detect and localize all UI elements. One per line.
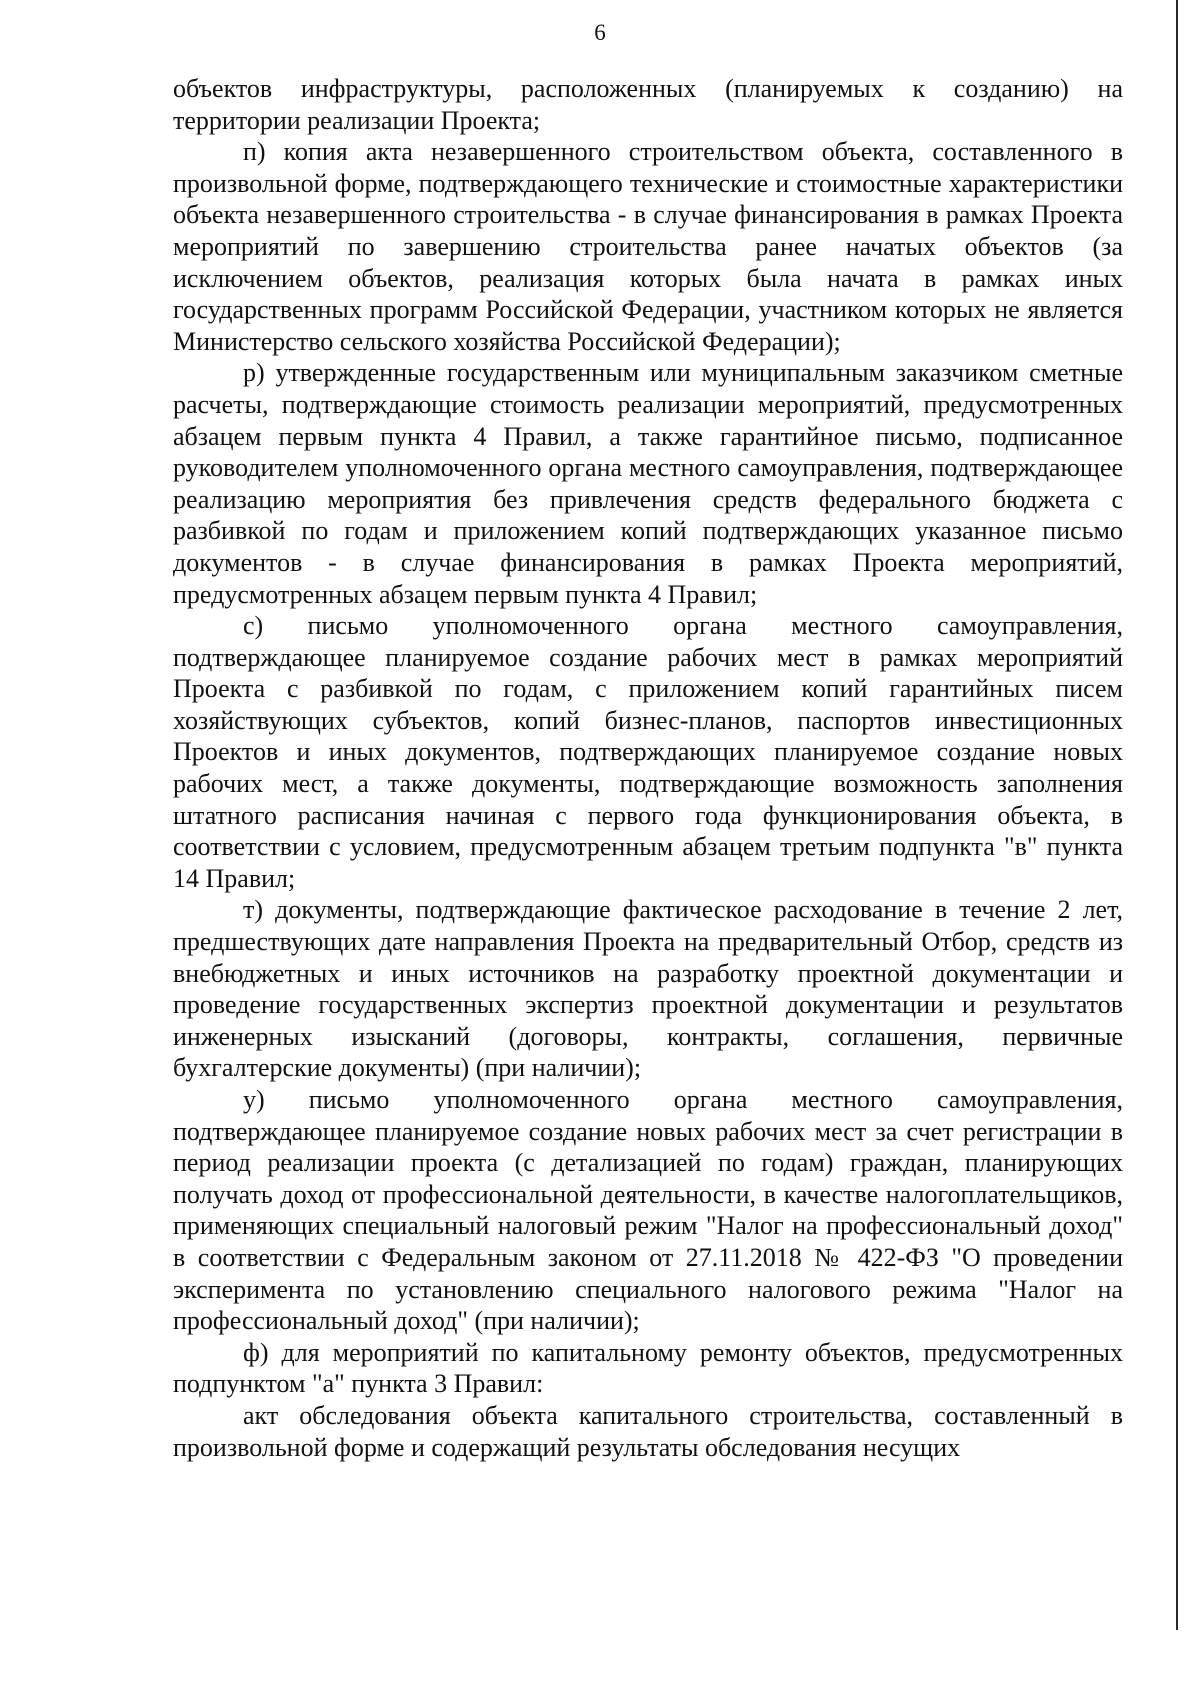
paragraph-inspection-act: акт обследования объекта капитального строительства, составленный в произвольной форме и содержащий результаты обследования несущих [173,1400,1123,1462]
paragraph-continuation: объектов инфраструктуры, расположенных (планируемых к созданию) на территории реализации Проекта; [173,74,1123,135]
paragraph-item-u: у) письмо уполномоченного органа местного самоуправления, подтверждающее планируемое создание новых рабочих мест за счет регистрации в период реализации проекта (с детализацией по годам) граждан, планирующих получать доход от профессиональной деятельности, в качестве налогоплательщиков, применяющих специальный налоговый режим "Налог на профессиональный доход" в соответствии с Федеральным законом от 27.11.2018 № 422-ФЗ "О проведении эксперимента по установлению специального налогового режима "Налог на профессиональный доход" (при наличии); [173,1085,1123,1336]
paragraph-item-p: п) копия акта незавершенного строительством объекта, составленного в произвольной форме, подтверждающего технические и стоимостные характеристики объекта незавершенного строительства - в случае финансирования в рамках Проекта мероприятий по завершению строительства ранее начатых объектов (за исключением объектов, реализация которых была начата в рамках иных государственных программ Российской Федерации, участником которых не является Министерство сельского хозяйства Российской Федерации); [173,137,1123,356]
document-body [173,73,1123,1463]
scan-edge-line [1176,0,1178,1630]
paragraph-item-f: ф) для мероприятий по капитальному ремонту объектов, предусмотренных подпунктом "а" пункта 3 Правил: [173,1337,1123,1399]
paragraph-item-r: р) утвержденные государственным или муниципальным заказчиком сметные расчеты, подтверждающие стоимость реализации мероприятий, предусмотренных абзацем первым пункта 4 Правил, а также гарантийное письмо, подписанное руководителем уполномоченного органа местного самоуправления, подтверждающее реализацию мероприятия без привлечения средств федерального бюджета с разбивкой по годам и приложением копий подтверждающих указанное письмо документов - в случае финансирования в рамках Проекта мероприятий, предусмотренных абзацем первым пункта 4 Правил; [173,358,1123,609]
page-number: 6 [594,20,606,45]
paragraph-item-t: т) документы, подтверждающие фактическое расходование в течение 2 лет, предшествующих дате направления Проекта на предварительный Отбор, средств из внебюджетных и иных источников на разработку проектной документации и проведение государственных экспертиз проектной документации и результатов инженерных изысканий (договоры, контракты, соглашения, первичные бухгалтерские документы) (при наличии); [173,895,1123,1083]
paragraph-item-s: с) письмо уполномоченного органа местного самоуправления, подтверждающее планируемое создание рабочих мест в рамках мероприятий Проекта с разбивкой по годам, с приложением копий гарантийных писем хозяйствующих субъектов, копий бизнес-планов, паспортов инвестиционных Проектов и иных документов, подтверждающих планируемое создание новых рабочих мест, а также документы, подтверждающие возможность заполнения штатного расписания начиная с первого года функционирования объекта, в соответствии с условием, предусмотренным абзацем третьим подпункта "в" пункта 14 Правил; [173,611,1123,893]
